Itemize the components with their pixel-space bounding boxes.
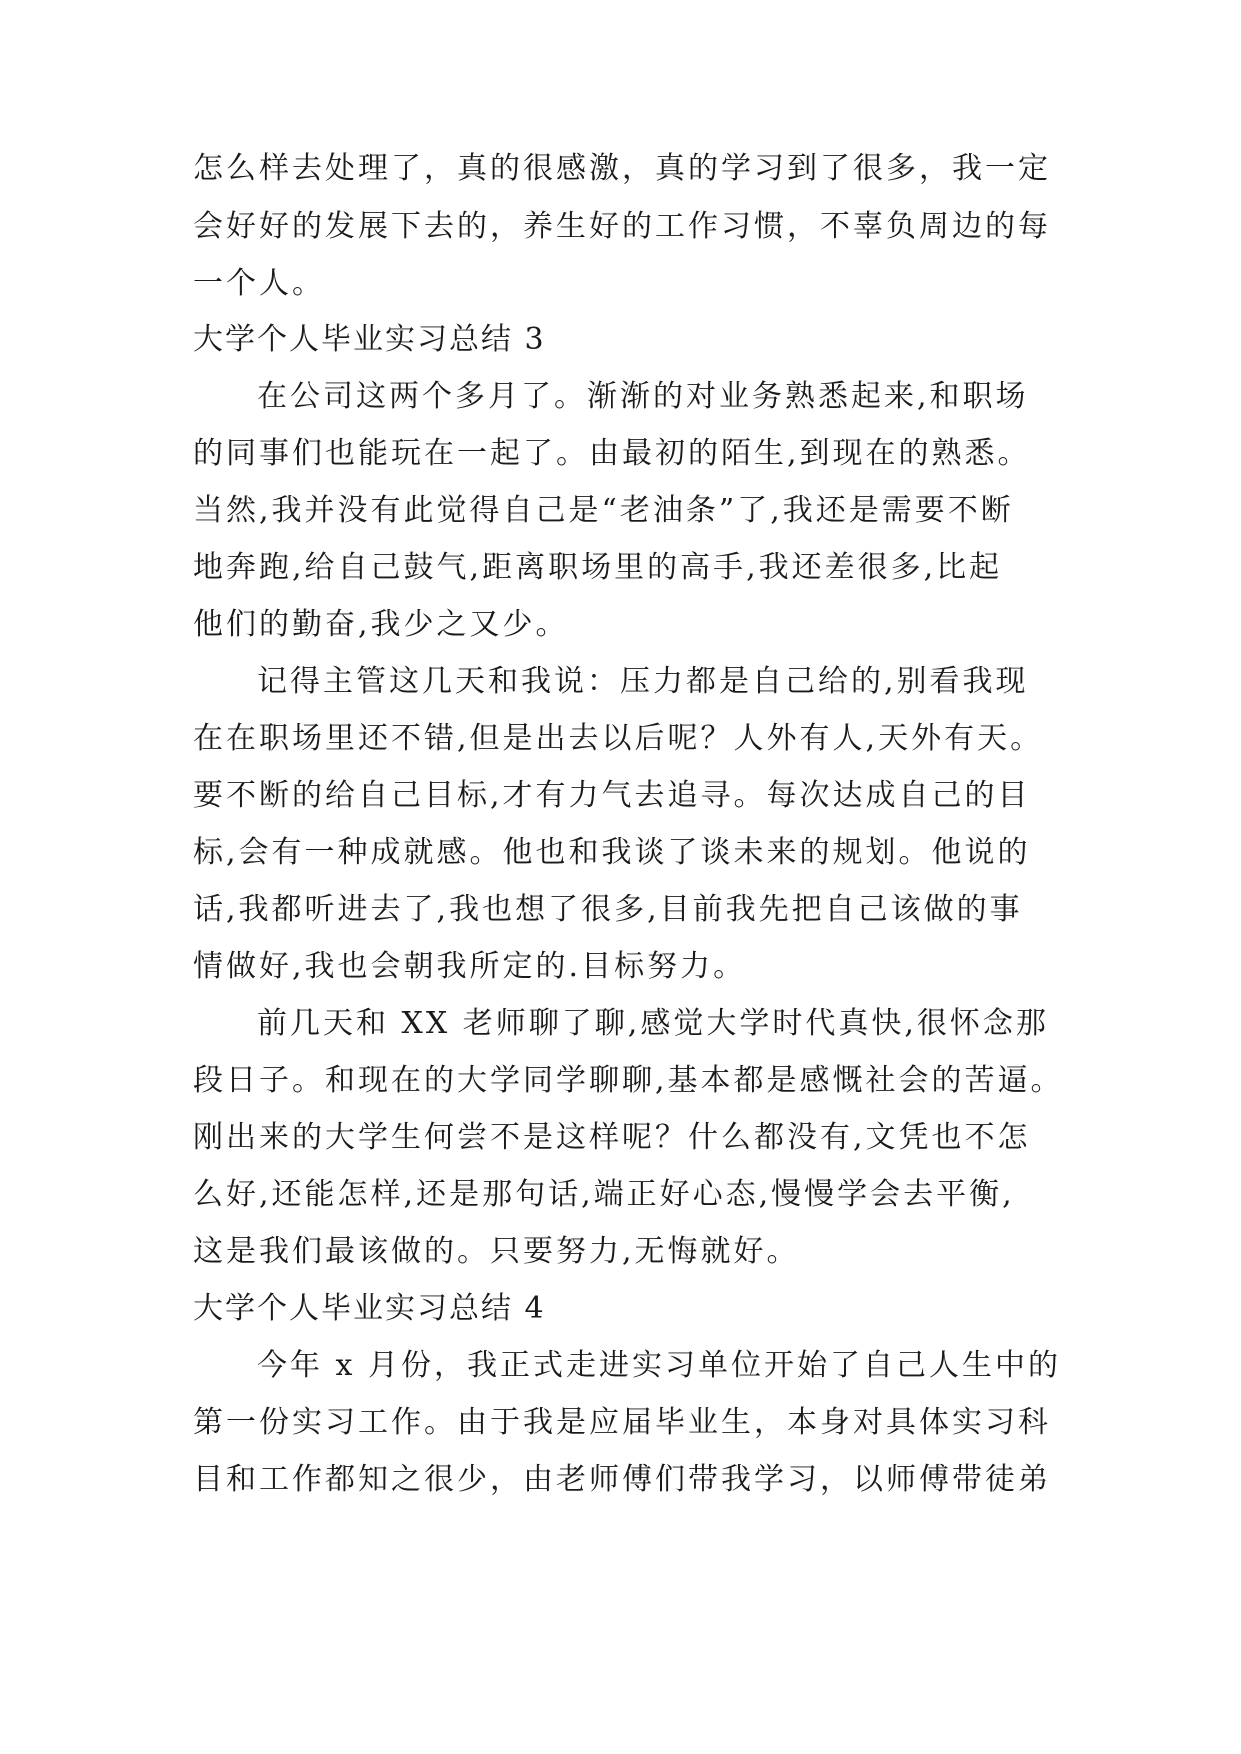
text-line: 他们的勤奋,我少之又少。 bbox=[193, 607, 569, 642]
text-line: 标,会有一种成就感。他也和我谈了谈未来的规划。他说的 bbox=[193, 835, 1031, 870]
text-line: 地奔跑,给自己鼓气,距离职场里的高手,我还差很多,比起 bbox=[193, 550, 1003, 585]
text-line: 目和工作都知之很少，由老师傅们带我学习，以师傅带徒弟 bbox=[193, 1462, 1051, 1497]
text-line: 这是我们最该做的。只要努力,无悔就好。 bbox=[193, 1234, 800, 1269]
text-line: 前几天和 XX 老师聊了聊,感觉大学时代真快,很怀念那 bbox=[257, 1006, 1049, 1041]
text-line: 的同事们也能玩在一起了。由最初的陌生,到现在的熟悉。 bbox=[193, 436, 1031, 471]
text-line: 在公司这两个多月了。渐渐的对业务熟悉起来,和职场 bbox=[257, 379, 1029, 414]
text-line: 在在职场里还不错,但是出去以后呢？人外有人,天外有天。 bbox=[193, 721, 1044, 756]
text-line: 一个人。 bbox=[193, 266, 325, 301]
text-line: 情做好,我也会朝我所定的.目标努力。 bbox=[193, 949, 747, 984]
text-line: 话,我都听进去了,我也想了很多,目前我先把自己该做的事 bbox=[193, 892, 1023, 927]
text-line: 怎么样去处理了，真的很感激，真的学习到了很多，我一定 bbox=[193, 151, 1051, 186]
text-line: 么好,还能怎样,还是那句话,端正好心态,慢慢学会去平衡, bbox=[193, 1177, 1015, 1212]
text-line: 刚出来的大学生何尝不是这样呢？什么都没有,文凭也不怎 bbox=[193, 1120, 1031, 1155]
section-heading-4: 大学个人毕业实习总结 4 bbox=[193, 1291, 546, 1326]
text-line: 会好好的发展下去的，养生好的工作习惯，不辜负周边的每 bbox=[193, 209, 1051, 244]
section-heading-3: 大学个人毕业实习总结 3 bbox=[193, 322, 546, 357]
text-line: 要不断的给自己目标,才有力气去追寻。每次达成自己的目 bbox=[193, 778, 1031, 813]
text-line: 记得主管这几天和我说：压力都是自己给的,别看我现 bbox=[257, 664, 1029, 699]
text-line: 第一份实习工作。由于我是应届毕业生，本身对具体实习科 bbox=[193, 1405, 1051, 1440]
text-line: 今年 x 月份，我正式走进实习单位开始了自己人生中的 bbox=[257, 1348, 1061, 1383]
text-line: 当然,我并没有此觉得自己是“老油条”了,我还是需要不断 bbox=[193, 493, 1014, 528]
text-line: 段日子。和现在的大学同学聊聊,基本都是感慨社会的苦逼。 bbox=[193, 1063, 1064, 1098]
